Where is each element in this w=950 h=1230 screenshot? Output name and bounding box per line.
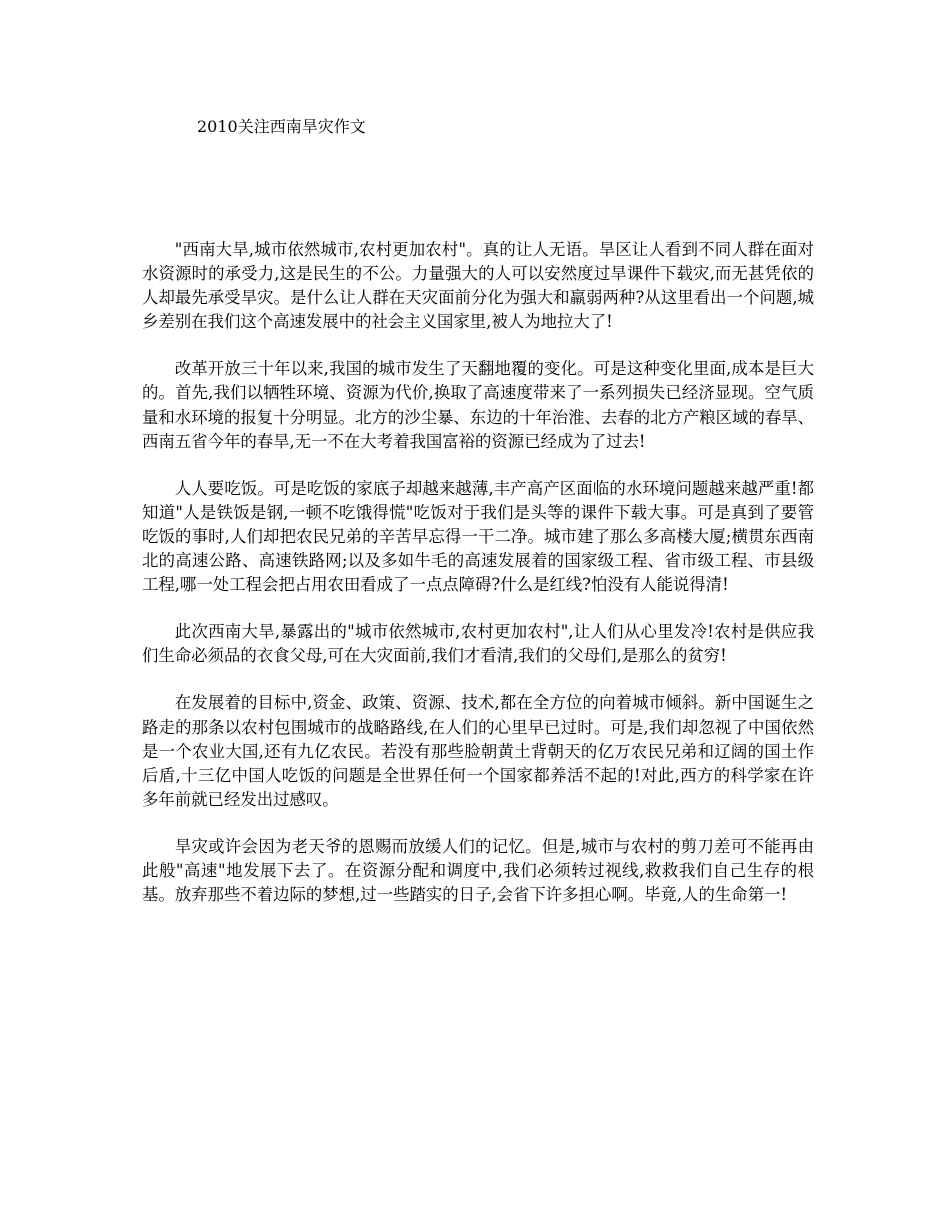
document-title: 2010关注西南旱灾作文 <box>197 117 366 136</box>
paragraph-6: 旱灾或许会因为老天爷的恩赐而放缓人们的记忆。但是,城市与农村的剪刀差可不能再由此般"高速"地发展下去了。在资源分配和调度中,我们必须转过视线,救救我们自己生存的根基。放弃那些不着边际的梦想,过一些踏实的日子,会省下许多担心啊。毕竟,人的生命第一! <box>142 836 814 905</box>
paragraph-3: 人人要吃饭。可是吃饭的家底子却越来越薄,丰产高产区面临的水环境问题越来越严重!都知道"人是铁饭是钢,一顿不吃饿得慌"吃饭对于我们是头等的课件下载大事。可是真到了要管吃饭的事时,人们却把农民兄弟的辛苦早忘得一干二净。城市建了那么多高楼大厦;横贯东西南北的高速公路、高速铁路网;以及多如牛毛的高速发展着的国家级工程、省市级工程、市县级工程,哪一处工程会把占用农田看成了一点点障碍?什么是红线?怕没有人能说得清! <box>142 478 814 595</box>
paragraph-5: 在发展着的目标中,资金、政策、资源、技术,都在全方位的向着城市倾斜。新中国诞生之路走的那条以农村包围城市的战略路线,在人们的心里早已过时。可是,我们却忽视了中国依然是一个农业大国,还有九亿农民。若没有那些脸朝黄土背朝天的亿万农民兄弟和辽阔的国土作后盾,十三亿中国人吃饭的问题是全世界任何一个国家都养活不起的!对此,西方的科学家在许多年前就已经发出过感叹。 <box>142 693 814 809</box>
document-body <box>142 238 814 930</box>
paragraph-2: 改革开放三十年以来,我国的城市发生了天翻地覆的变化。可是这种变化里面,成本是巨大的。首先,我们以牺牲环境、资源为代价,换取了高速度带来了一系列损失已经济显现。空气质量和水环境的报复十分明显。北方的沙尘暴、东边的十年治淮、去春的北方产粮区域的春旱、西南五省今年的春旱,无一不在大考着我国富裕的资源已经成为了过去! <box>142 359 815 451</box>
paragraph-1: "西南大旱,城市依然城市,农村更加农村"。真的让人无语。旱区让人看到不同人群在面对水资源时的承受力,这是民生的不公。力量强大的人可以安然度过旱课件下载灾,而无甚凭依的人却最先承受旱灾。是什么让人群在天灾面前分化为强大和羸弱两种?从这里看出一个问题,城乡差别在我们这个高速发展中的社会主义国家里,被人为地拉大了! <box>142 240 814 332</box>
paragraph-4: 此次西南大旱,暴露出的"城市依然城市,农村更加农村",让人们从心里发冷!农村是供应我们生命必须品的衣食父母,可在大灾面前,我们才看清,我们的父母们,是那么的贫穷! <box>142 622 814 666</box>
